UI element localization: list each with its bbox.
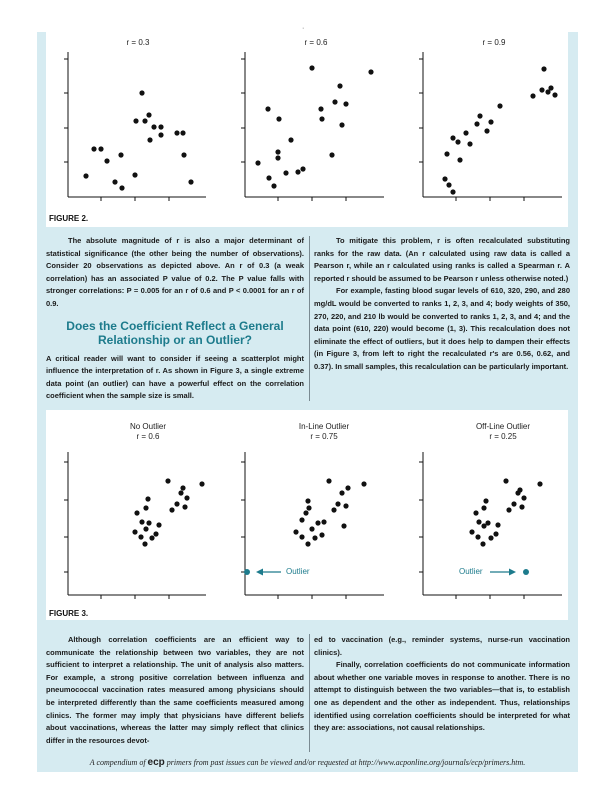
plot-points-no-outlier [132, 478, 204, 546]
plot-points-r06 [255, 65, 373, 188]
figure-2-panel [46, 32, 568, 227]
chart-title-offline-outlier: Off-Line Outlier [475, 422, 531, 431]
chart-title-r06: r = 0.6 [304, 38, 328, 47]
figure-3-plots [46, 410, 568, 620]
plot-points-offline-outlier [469, 478, 542, 546]
figure-2-label: FIGURE 2. [49, 214, 89, 223]
inline-outlier-arrow [256, 569, 281, 576]
chart-title-no-outlier: No Outlier [129, 422, 166, 431]
left-column-2 [46, 634, 304, 747]
top-mark: · [302, 25, 305, 32]
figure-3-panel [46, 410, 568, 620]
plot-points-r09 [442, 66, 557, 194]
offline-outlier-label: Outlier [459, 567, 483, 576]
right-column-2 [314, 634, 570, 735]
column-divider [309, 236, 310, 401]
right-column-1 [314, 235, 570, 374]
paragraph: Although correlation coefficients are an efficient way to communicate the relationship between two variables, they are not sufficient to interpret a relationship. The unit of analysis also matters. For example, a strong positive correlation between influenza and pneumococcal vaccination rates measured among physicians should be interpreted differently than the same coefficients measured among clinics. The former may imply that physicians have different beliefs about vaccinations, whereas the latter may simply reflect that clinics differ in the resources devot- [46, 635, 304, 745]
footer-brand: ecp [147, 757, 165, 768]
plot-axes [64, 52, 562, 201]
paragraph: To mitigate this problem, r is often recalculated substituting ranks for the raw data. (An r calculated using raw data is called a Pearson r, while an r calculated using ranks is called a Spearman r. A reported r should be assumed to be Pearson r unless otherwise noted.) [314, 236, 570, 283]
column-divider [309, 634, 310, 752]
inline-outlier-point [244, 569, 250, 575]
footer-pre: A compendium of [89, 758, 148, 767]
paragraph: ed to vaccination (e.g., reminder systems, nurse-run vaccination clinics). [314, 635, 570, 657]
paragraph: A critical reader will want to consider if seeing a scatterplot might influence the interpretation of r. As shown in Figure 3, a single extreme data point (an outlier) can have a powerful effect on the correlation coefficient when the sample size is small. [46, 353, 304, 401]
chart-title-r09: r = 0.9 [482, 38, 506, 47]
chart-subtitle-no-outlier: r = 0.6 [136, 432, 160, 441]
plot-points-inline-outlier [293, 478, 366, 546]
footer [37, 757, 578, 768]
inline-outlier-label: Outlier [286, 567, 310, 576]
chart-title-inline-outlier: In-Line Outlier [298, 422, 350, 431]
chart-title-r03: r = 0.3 [126, 38, 150, 47]
figure-2-plots [46, 32, 568, 227]
footer-post: primers from past issues can be viewed and/or requested at http://www.acponline.org/journals/ecp/primers.htm. [164, 758, 526, 767]
chart-subtitle-offline-outlier: r = 0.25 [489, 432, 517, 441]
figure-3-label: FIGURE 3. [49, 609, 89, 618]
chart-subtitle-inline-outlier: r = 0.75 [310, 432, 338, 441]
paragraph: For example, fasting blood sugar levels of 610, 320, 290, and 280 mg/dL would be converted to ranks 1, 2, 3, and 4; body weights of 350, 270, 220, and 210 lb would be converted to ranks 1, 2, 3, and 4; and the data point (610, 220) would become (1, 3). This recalculation does not eliminate the effect of outliers, but it does help to dampen their effects (in Figure 3, from left to right the recalculated r's are 0.56, 0.62, and 0.37). In small samples, this recalculation can be particularly important. [314, 286, 570, 371]
section-heading: Does the Coefficient Reflect a General Relationship or an Outlier? [66, 318, 284, 347]
paragraph: The absolute magnitude of r is also a major determinant of statistical significance (the other being the number of observations). Consider 20 observations as depicted above. An r of 0.3 (a weak correlation) has an associated P value of 0.2. The P value falls with stronger correlations: P = 0.005 for an r of 0.6 and P < 0.0001 for an r of 0.9. [46, 236, 304, 308]
left-column-1 [46, 235, 304, 403]
offline-outlier-point [523, 569, 529, 575]
plot-points-r03 [83, 90, 193, 190]
offline-outlier-arrow [490, 569, 516, 576]
paragraph: Finally, correlation coefficients do not communicate information about whether one variable moves in response to another. There is no attempt to distinguish between the two variables—that is, to establish one as dependent and the other as independent. Thus, relationships identified using correlation coefficients should be interpreted for what they are: associations, not causal relationships. [314, 660, 570, 733]
